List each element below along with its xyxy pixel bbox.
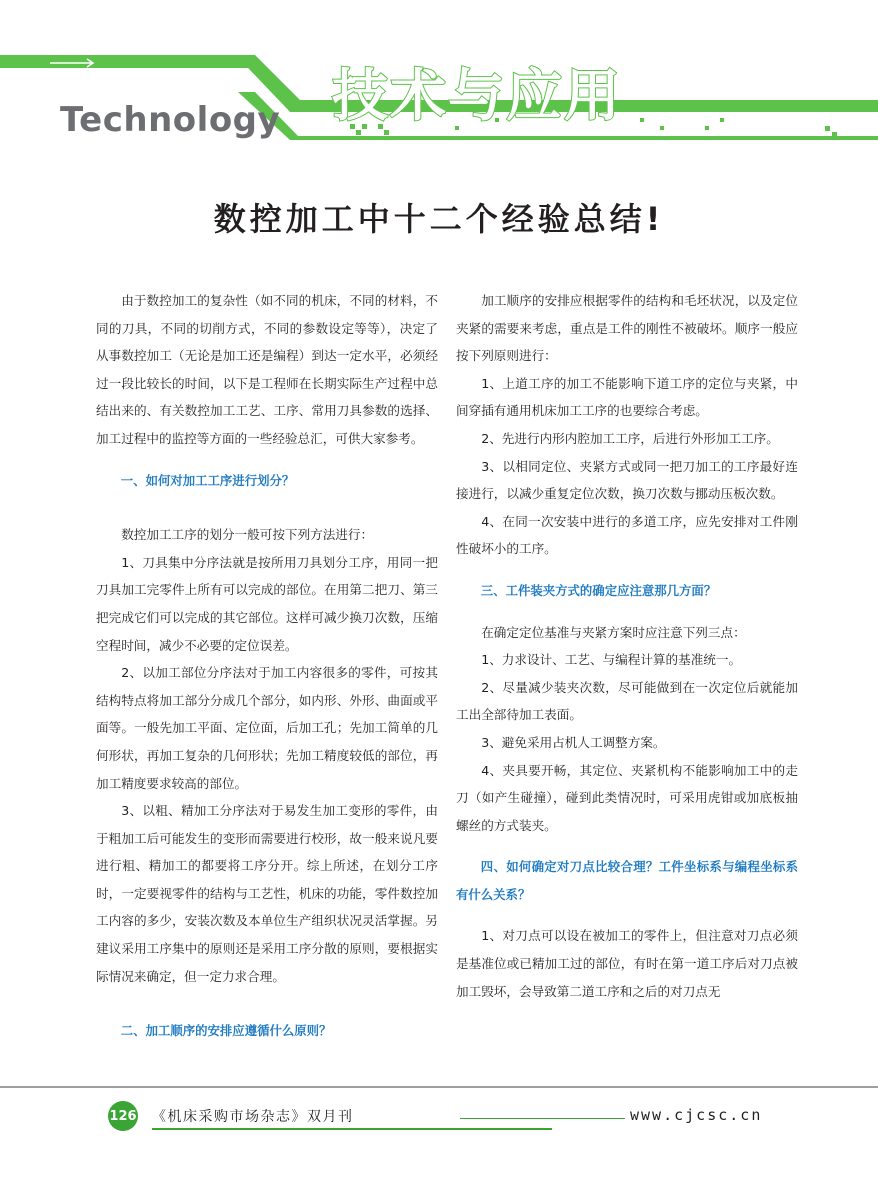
paragraph: 3、以相同定位、夹紧方式或同一把刀加工的工序最好连接进行，以减少重复定位次数，换刀次数与挪动压板次数。 [456, 458, 798, 502]
section-heading: 一、如何对加工工序进行划分？ [120, 472, 295, 488]
website-url: www.cjcsc.cn [630, 1106, 763, 1124]
section-heading: 四、如何确定对刀点比较合理？工件坐标系与编程坐标系有什么关系？ [456, 859, 798, 902]
paragraph: 2、尽量减少装夹次数，尽可能做到在一次定位后就能加工出全部待加工表面。 [456, 679, 798, 723]
page-footer [0, 1086, 878, 1146]
paragraph: 2、以加工部位分序法对于加工内容很多的零件，可按其结构特点将加工部分分成几个部分，如内形、外形、曲面或平面等。一般先加工平面、定位面，后加工孔；先加工简单的几何形状，再加工复杂的几何形状；先加工精度较低的部位，再加工精度要求较高的部位。 [96, 665, 438, 791]
paragraph: 1、对刀点可以设在被加工的零件上，但注意对刀点必须是基准位或已精加工过的部位，有时在第一道工序后对刀点被加工毁坏，会导致第二道工序和之后的对刀点无 [456, 928, 798, 999]
column-right [456, 287, 798, 1005]
footer-green-rule [152, 1128, 552, 1130]
section-heading: 二、加工顺序的安排应遵循什么原则？ [120, 1023, 332, 1039]
section-title-en: Technology [60, 100, 281, 140]
section-title-cn: 技术与应用 [332, 64, 622, 129]
paragraph: 在确定定位基准与夹紧方案时应注意下列三点： [481, 624, 746, 640]
section-banner [0, 0, 878, 150]
paragraph: 3、避免采用占机人工调整方案。 [481, 734, 666, 750]
paragraph: 1、力求设计、工艺、与编程计算的基准统一。 [481, 652, 742, 668]
paragraph: 加工顺序的安排应根据零件的结构和毛坯状况，以及定位夹紧的需要来考虑，重点是工件的刚性不被破坏。顺序一般应按下列原则进行： [456, 293, 798, 364]
article-title: 数控加工中十二个经验总结! [213, 200, 665, 238]
paragraph: 由于数控加工的复杂性（如不同的机床，不同的材料，不同的刀具，不同的切削方式，不同的参数设定等等），决定了从事数控加工（无论是加工还是编程）到达一定水平，必须经过一段比较长的时间，以下是工程师在长期实际生产过程中总结出来的、有关数控加工工艺、工序、常用刀具参数的选择、加工过程中的监控等方面的一些经验总汇，可供大家参考。 [96, 293, 438, 446]
section-heading: 三、工件装夹方式的确定应注意那几方面？ [480, 582, 717, 598]
paragraph: 2、先进行内形内腔加工工序，后进行外形加工工序。 [481, 430, 779, 446]
footer-website-rule [460, 1118, 625, 1119]
paragraph: 4、夹具要开畅，其定位、夹紧机构不能影响加工中的走刀（如产生碰撞），碰到此类情况时，可采用虎钳或加底板抽螺丝的方式装夹。 [456, 762, 798, 833]
magazine-name: 《机床采购市场杂志》双月刊 [152, 1109, 354, 1125]
paragraph: 数控加工工序的划分一般可按下列方法进行： [121, 527, 374, 543]
paragraph: 1、刀具集中分序法就是按所用刀具划分工序，用同一把刀具加工完零件上所有可以完成的部位。在用第二把刀、第三把完成它们可以完成的其它部位。这样可减少换刀次数，压缩空程时间，减少不必要的定位误差。 [96, 554, 438, 653]
paragraph: 3、以粗、精加工分序法对于易发生加工变形的零件，由于粗加工后可能发生的变形而需要进行校形，故一般来说凡要进行粗、精加工的都要将工序分开。综上所述，在划分工序时，一定要视零件的结构与工艺性，机床的功能，零件数控加工内容的多少，安装次数及本单位生产组织状况灵活掌握。另建议采用工序集中的原则还是采用工序分散的原则，要根据实际情况来确定，但一定力求合理。 [96, 803, 438, 984]
paragraph: 4、在同一次安装中进行的多道工序，应先安排对工件刚性破坏小的工序。 [456, 513, 798, 557]
column-left [96, 287, 438, 1045]
paragraph: 1、上道工序的加工不能影响下道工序的定位与夹紧，中间穿插有通用机床加工工序的也要综合考虑。 [456, 375, 798, 419]
footer-top-rule [0, 1086, 878, 1088]
page-number: 126 [108, 1101, 138, 1131]
